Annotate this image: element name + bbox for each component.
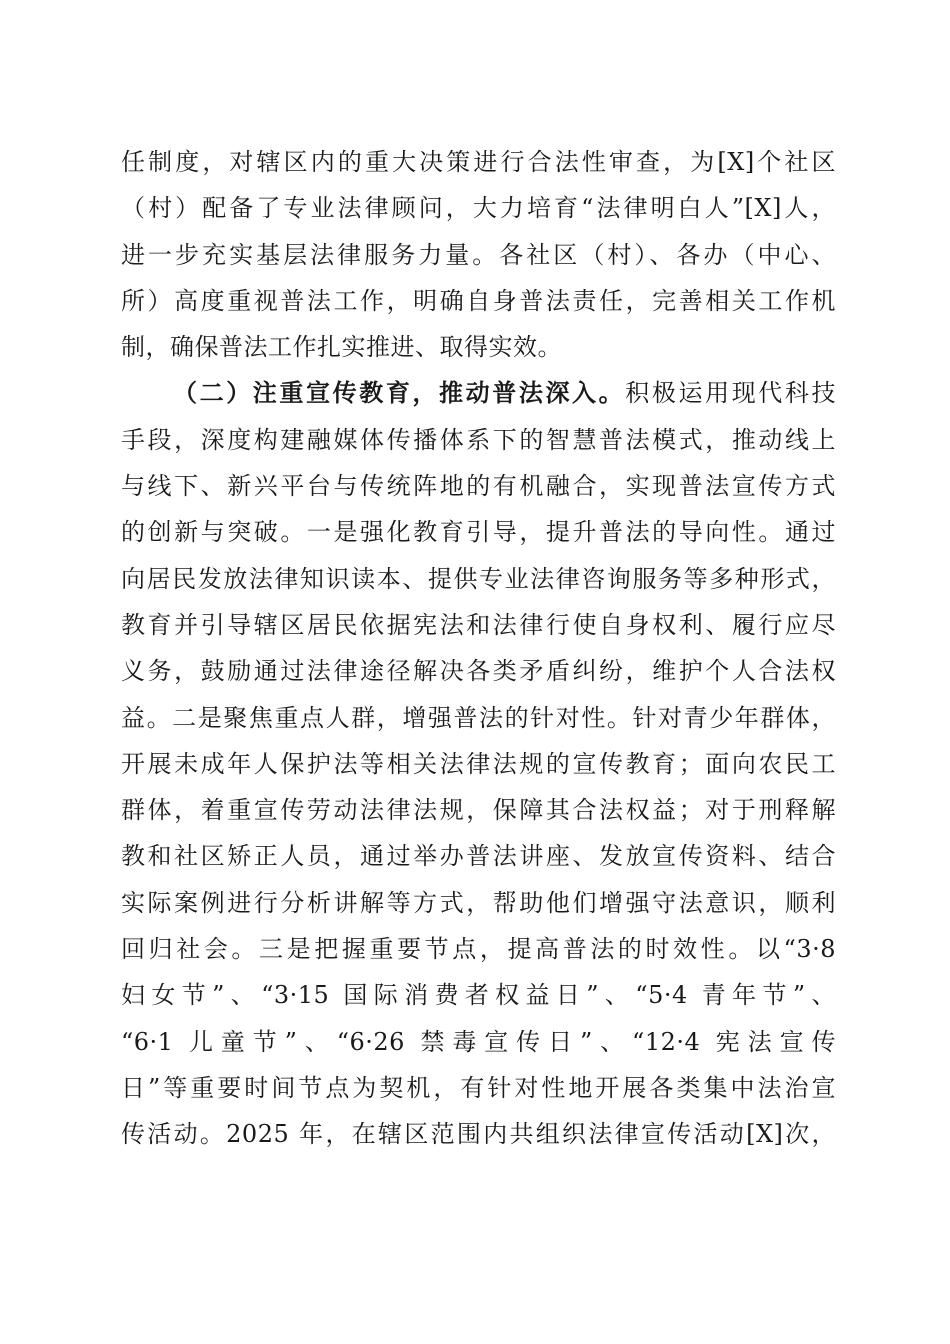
text-line-8: 与线下、新兴平台与传统阵地的有机融合，实现普法宣传方式 (121, 472, 836, 501)
section-heading-continuation: 积极运用现代科技 (625, 379, 837, 408)
text-line-9: 的创新与突破。一是强化教育引导，提升普法的导向性。通过 (121, 518, 836, 547)
text-line-2: （村）配备了专业法律顾问，大力培育“法律明白人”[X]人， (121, 194, 836, 223)
text-line-22: 传活动。2025 年，在辖区范围内共组织法律宣传活动[X]次， (121, 1120, 836, 1149)
section-heading-line (121, 370, 836, 416)
text-line-19: 妇女节”、“3·15 国际消费者权益日”、“5·4 青年节”、 (121, 981, 836, 1010)
text-line-4: 所）高度重视普法工作，明确自身普法责任，完善相关工作机 (121, 286, 836, 315)
text-line-15: 群体，着重宣传劳动法律法规，保障其合法权益；对于刑释解 (121, 796, 836, 825)
text-line-11: 教育并引导辖区居民依据宪法和法律行使自身权利、履行应尽 (121, 610, 836, 639)
text-line-17: 实际案例进行分析讲解等方式，帮助他们增强守法意识，顺利 (121, 888, 836, 917)
text-line-18: 回归社会。三是把握重要节点，提高普法的时效性。以“3·8 (121, 935, 836, 964)
text-line-10: 向居民发放法律知识读本、提供专业法律咨询服务等多种形式， (121, 564, 836, 593)
section-heading: （二）注重宣传教育，推动普法深入。 (173, 378, 626, 408)
body-text (121, 139, 836, 1158)
text-line-21: 日”等重要时间节点为契机，有针对性地开展各类集中法治宣 (121, 1073, 836, 1102)
text-line-12: 义务，鼓励通过法律途径解决各类矛盾纠纷，维护个人合法权 (121, 657, 836, 686)
text-line-7: 手段，深度构建融媒体传播体系下的智慧普法模式，推动线上 (121, 425, 836, 454)
text-line-16: 教和社区矫正人员，通过举办普法讲座、发放宣传资料、结合 (121, 842, 836, 871)
text-line-1: 任制度，对辖区内的重大决策进行合法性审查，为[X]个社区 (121, 148, 836, 176)
text-line-20: “6·1 儿童节”、“6·26 禁毒宣传日”、“12·4 宪法宣传 (121, 1027, 836, 1056)
text-line-5: 制，确保普法工作扎实推进、取得实效。 (121, 333, 562, 362)
text-line-3: 进一步充实基层法律服务力量。各社区（村）、各办（中心、 (121, 240, 836, 269)
text-line-13: 益。二是聚焦重点人群，增强普法的针对性。针对青少年群体， (121, 703, 836, 732)
text-line-14: 开展未成年人保护法等相关法律法规的宣传教育；面向农民工 (121, 749, 836, 778)
